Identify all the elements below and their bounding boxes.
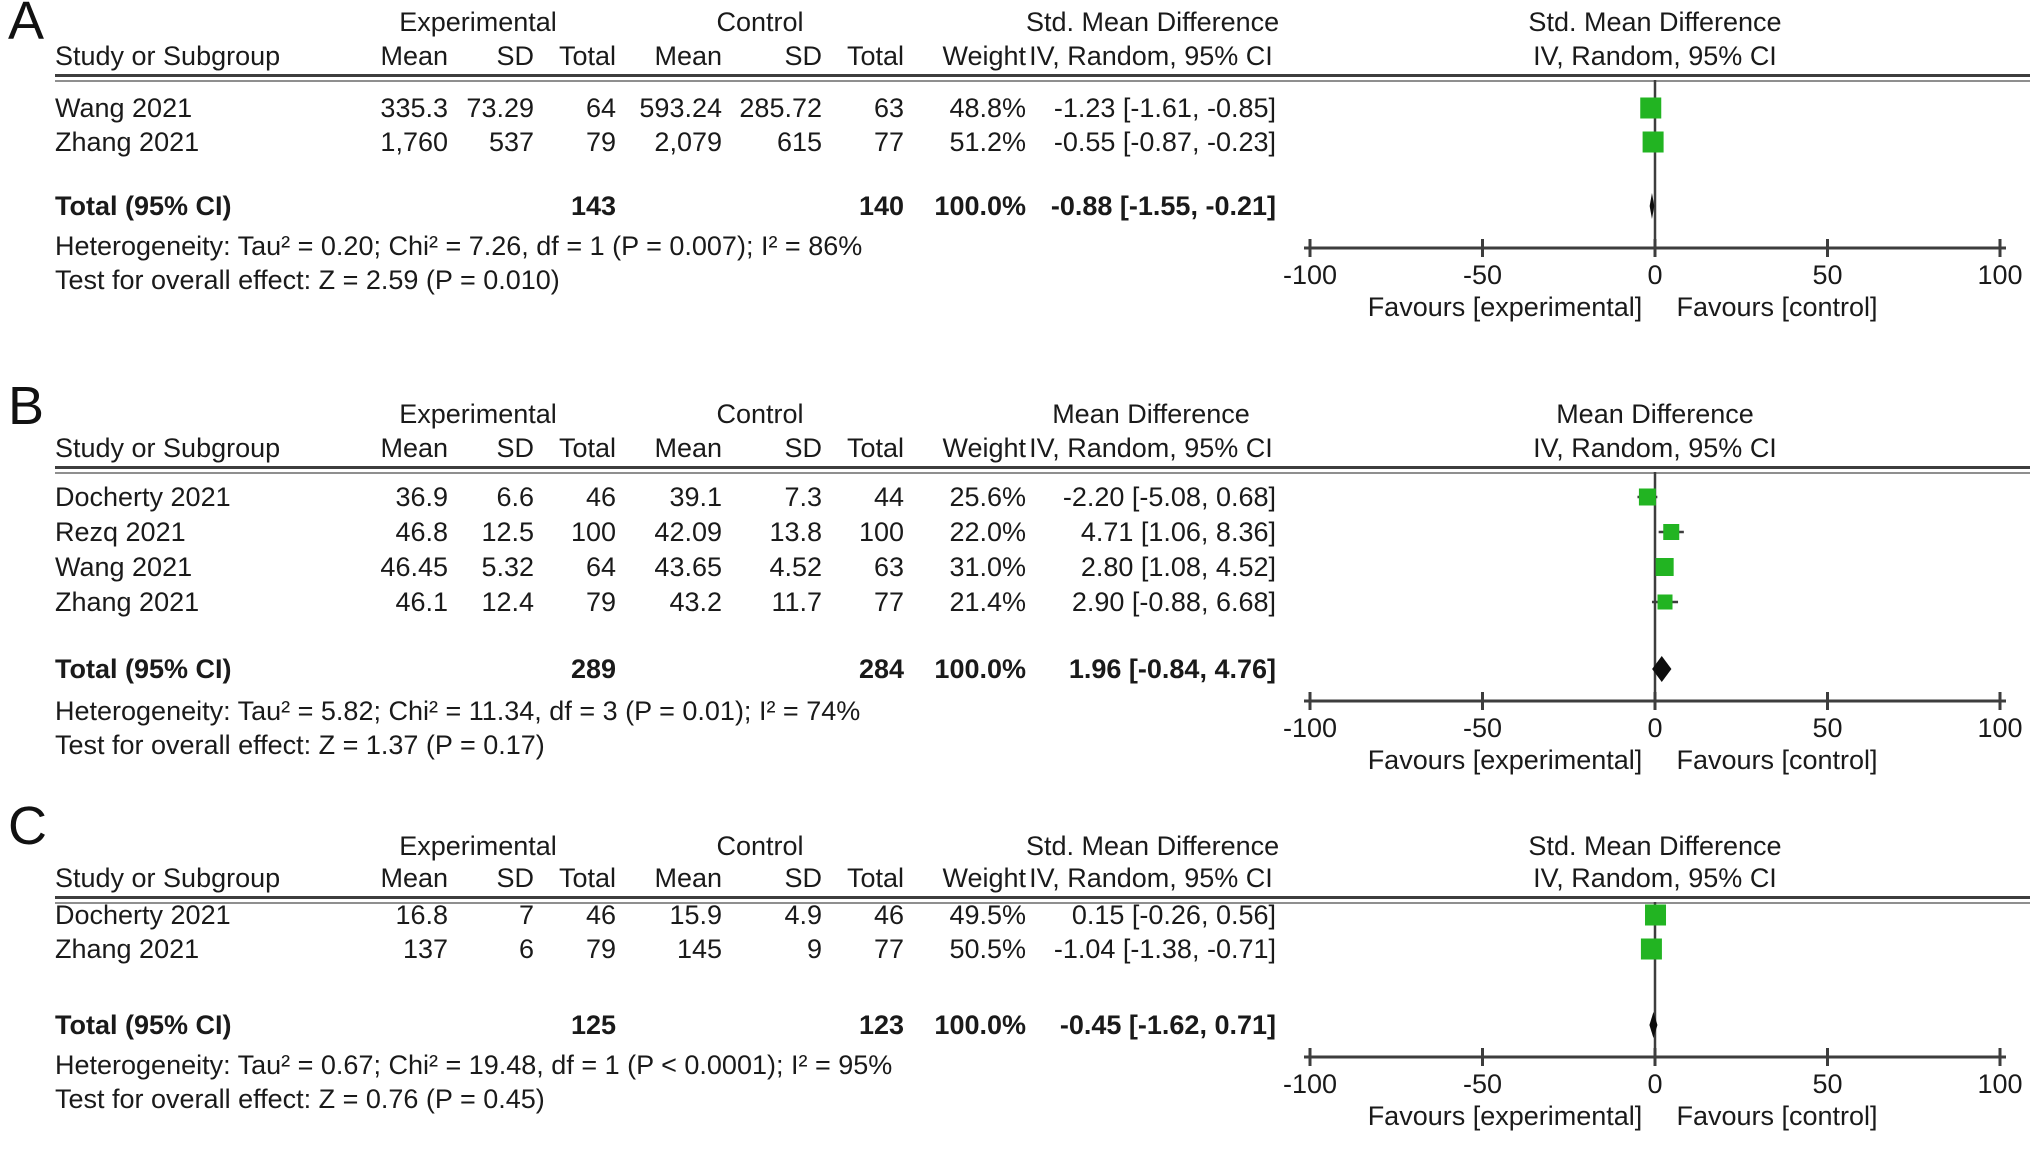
- cell-ctrl_total: 63: [873, 93, 904, 123]
- column-header-row: [55, 40, 1276, 72]
- total-cell-empty: [448, 653, 534, 685]
- cell-ctrl_sd: 11.7: [771, 587, 822, 617]
- favours-left-label: Favours [experimental]: [1367, 1101, 1643, 1131]
- summary-diamond: [1649, 1012, 1657, 1038]
- heterogeneity-text: Heterogeneity: Tau² = 0.67; Chi² = 19.48, df = 1 (P < 0.0001); I² = 95%: [55, 1050, 893, 1080]
- cell-ctrl_mean: 39.1: [669, 482, 722, 512]
- cell-exp_total: 64: [585, 93, 616, 123]
- study-marker-square: [1643, 132, 1664, 153]
- panel-label: A: [8, 0, 45, 51]
- column-header-method: IV, Random, 95% CI: [1029, 863, 1273, 893]
- cell-exp_total: 64: [585, 552, 616, 582]
- column-header-total-3: Total: [558, 863, 616, 893]
- cell-ci_text: 0.15 [-0.26, 0.56]: [1071, 900, 1276, 930]
- total-cell-exp_total: 125: [570, 1010, 616, 1040]
- study-marker-square: [1656, 558, 1674, 576]
- cell-study: Zhang 2021: [55, 127, 200, 157]
- column-header-sd-2: SD: [496, 41, 534, 71]
- cell-weight: 48.8%: [949, 93, 1026, 123]
- total-cell-label: Total (95% CI): [55, 654, 232, 684]
- group-header-experimental: Experimental: [399, 399, 557, 429]
- cell-exp_total: 46: [585, 482, 616, 512]
- group-header-spacer: [904, 6, 1026, 38]
- cell-ctrl_total: 44: [873, 482, 904, 512]
- cell-exp_sd: 6.6: [496, 482, 534, 512]
- study-row: [55, 126, 1276, 158]
- total-cell-empty: [340, 1009, 448, 1041]
- column-header-weight-7: Weight: [942, 433, 1026, 463]
- total-cell-empty: [722, 190, 822, 222]
- group-header-experimental: Experimental: [399, 7, 557, 37]
- total-row: [55, 653, 1276, 685]
- x-axis-tick-label: 0: [1647, 713, 1663, 743]
- cell-exp_sd: 12.5: [481, 517, 534, 547]
- column-header-total-6: Total: [846, 41, 904, 71]
- column-header-mean-1: Mean: [380, 433, 448, 463]
- x-axis-tick-label: 0: [1647, 260, 1663, 290]
- header-rule: [55, 74, 2030, 82]
- total-cell-empty: [448, 190, 534, 222]
- cell-ctrl_total: 46: [873, 900, 904, 930]
- column-header-mean-1: Mean: [380, 41, 448, 71]
- cell-ci_text: -2.20 [-5.08, 0.68]: [1062, 482, 1276, 512]
- cell-exp_sd: 537: [488, 127, 534, 157]
- cell-exp_total: 46: [585, 900, 616, 930]
- cell-exp_sd: 6: [518, 934, 534, 964]
- heterogeneity-text: Heterogeneity: Tau² = 0.20; Chi² = 7.26, df = 1 (P = 0.007); I² = 86%: [55, 231, 863, 261]
- total-cell-empty: [616, 190, 722, 222]
- cell-study: Docherty 2021: [55, 900, 231, 930]
- x-axis-tick-label: 100: [1977, 260, 2023, 290]
- group-header-row: [55, 6, 1280, 38]
- plot-method-header: IV, Random, 95% CI: [1533, 41, 1777, 71]
- x-axis-tick-label: -100: [1282, 713, 1338, 743]
- column-header-mean-4: Mean: [654, 41, 722, 71]
- column-header-sd-5: SD: [784, 863, 822, 893]
- overall-effect-text: Test for overall effect: Z = 2.59 (P = 0.010): [55, 265, 560, 295]
- heterogeneity-text: Heterogeneity: Tau² = 5.82; Chi² = 11.34, df = 3 (P = 0.01); I² = 74%: [55, 696, 861, 726]
- study-marker-square: [1663, 524, 1679, 540]
- favours-left-label: Favours [experimental]: [1367, 745, 1643, 775]
- total-cell-ctrl_total: 284: [858, 654, 904, 684]
- forest-panel-B: [0, 376, 2032, 805]
- column-header-study: Study or Subgroup: [55, 41, 281, 71]
- total-row: [55, 1009, 1276, 1041]
- study-marker-square: [1640, 98, 1661, 119]
- total-cell-empty: [616, 1009, 722, 1041]
- column-header-total-3: Total: [558, 433, 616, 463]
- group-header-spacer: [55, 830, 340, 862]
- x-axis-tick-label: 0: [1647, 1069, 1663, 1099]
- plot-effect-header: Std. Mean Difference: [1528, 7, 1782, 37]
- x-axis-tick-label: -100: [1282, 260, 1338, 290]
- panel-label: C: [8, 796, 47, 856]
- column-header-mean-4: Mean: [654, 863, 722, 893]
- cell-ctrl_sd: 285.72: [739, 93, 822, 123]
- cell-ctrl_sd: 615: [776, 127, 822, 157]
- x-axis-tick-label: -100: [1282, 1069, 1338, 1099]
- group-header-experimental: Experimental: [399, 831, 557, 861]
- forest-panel-A: [0, 0, 2032, 385]
- study-row: [55, 551, 1276, 583]
- study-marker-square: [1641, 939, 1662, 960]
- group-header-spacer: [55, 6, 340, 38]
- x-axis-tick-label: -50: [1462, 1069, 1503, 1099]
- total-cell-weight: 100.0%: [934, 191, 1026, 221]
- group-header-control: Control: [716, 399, 804, 429]
- column-header-total-3: Total: [558, 41, 616, 71]
- group-header-row: [55, 398, 1276, 430]
- total-cell-weight: 100.0%: [934, 654, 1026, 684]
- cell-exp_mean: 16.8: [395, 900, 448, 930]
- overall-effect-text: Test for overall effect: Z = 0.76 (P = 0.45): [55, 1084, 545, 1114]
- total-cell-ci_text: -0.45 [-1.62, 0.71]: [1059, 1010, 1276, 1040]
- column-header-study: Study or Subgroup: [55, 433, 281, 463]
- plot-method-header: IV, Random, 95% CI: [1533, 863, 1777, 893]
- cell-weight: 49.5%: [949, 900, 1026, 930]
- total-cell-empty: [616, 653, 722, 685]
- favours-right-label: Favours [control]: [1676, 745, 1878, 775]
- total-cell-ctrl_total: 123: [858, 1010, 904, 1040]
- cell-ctrl_mean: 145: [676, 934, 722, 964]
- cell-exp_mean: 137: [402, 934, 448, 964]
- cell-exp_sd: 5.32: [481, 552, 534, 582]
- cell-ctrl_mean: 2,079: [654, 127, 722, 157]
- cell-ctrl_total: 77: [873, 587, 904, 617]
- cell-exp_mean: 1,760: [380, 127, 448, 157]
- summary-diamond: [1650, 193, 1655, 219]
- cell-exp_sd: 12.4: [481, 587, 534, 617]
- total-cell-ctrl_total: 140: [858, 191, 904, 221]
- cell-ctrl_total: 77: [873, 934, 904, 964]
- cell-ctrl_total: 77: [873, 127, 904, 157]
- cell-ci_text: -1.04 [-1.38, -0.71]: [1053, 934, 1276, 964]
- cell-exp_sd: 73.29: [466, 93, 534, 123]
- study-row: [55, 899, 1276, 931]
- x-axis-tick-label: 100: [1977, 713, 2023, 743]
- column-header-sd-2: SD: [496, 863, 534, 893]
- study-marker-square: [1639, 489, 1656, 506]
- column-header-study: Study or Subgroup: [55, 863, 281, 893]
- column-header-sd-2: SD: [496, 433, 534, 463]
- column-header-total-6: Total: [846, 863, 904, 893]
- cell-ci_text: 2.80 [1.08, 4.52]: [1080, 552, 1276, 582]
- cell-ctrl_sd: 4.52: [769, 552, 822, 582]
- plot-effect-header: Std. Mean Difference: [1528, 831, 1782, 861]
- overall-effect-text: Test for overall effect: Z = 1.37 (P = 0.17): [55, 730, 545, 760]
- total-row: [55, 190, 1276, 222]
- cell-ci_text: -0.55 [-0.87, -0.23]: [1053, 127, 1276, 157]
- column-header-row: [55, 432, 1276, 464]
- study-row: [55, 933, 1276, 965]
- cell-exp_sd: 7: [518, 900, 534, 930]
- group-header-control: Control: [716, 7, 804, 37]
- x-axis-tick-label: 50: [1812, 1069, 1843, 1099]
- x-axis-tick-label: 100: [1977, 1069, 2023, 1099]
- cell-weight: 51.2%: [949, 127, 1026, 157]
- study-marker-square: [1645, 905, 1666, 926]
- cell-ctrl_mean: 15.9: [669, 900, 722, 930]
- favours-right-label: Favours [control]: [1676, 1101, 1878, 1131]
- x-axis-tick-label: 50: [1812, 713, 1843, 743]
- cell-exp_mean: 36.9: [395, 482, 448, 512]
- total-cell-empty: [448, 1009, 534, 1041]
- cell-ctrl_sd: 9: [806, 934, 822, 964]
- cell-ci_text: 2.90 [-0.88, 6.68]: [1071, 587, 1276, 617]
- total-cell-label: Total (95% CI): [55, 191, 232, 221]
- cell-ctrl_total: 63: [873, 552, 904, 582]
- forest-panel-C: [0, 796, 2032, 1152]
- favours-right-label: Favours [control]: [1676, 292, 1878, 322]
- total-cell-empty: [340, 190, 448, 222]
- group-header-row: [55, 830, 1280, 862]
- cell-exp_mean: 46.45: [380, 552, 448, 582]
- x-axis-tick-label: 50: [1812, 260, 1843, 290]
- total-cell-empty: [340, 653, 448, 685]
- cell-weight: 31.0%: [949, 552, 1026, 582]
- cell-exp_mean: 46.1: [395, 587, 448, 617]
- cell-weight: 25.6%: [949, 482, 1026, 512]
- study-row: [55, 516, 1276, 548]
- cell-ctrl_sd: 13.8: [769, 517, 822, 547]
- effect-measure-header: Std. Mean Difference: [1026, 831, 1280, 861]
- effect-measure-header: Std. Mean Difference: [1026, 7, 1280, 37]
- total-cell-label: Total (95% CI): [55, 1010, 232, 1040]
- cell-study: Docherty 2021: [55, 482, 231, 512]
- cell-ctrl_sd: 7.3: [784, 482, 822, 512]
- column-header-total-6: Total: [846, 433, 904, 463]
- x-axis-tick-label: -50: [1462, 713, 1503, 743]
- header-rule: [55, 466, 2030, 474]
- cell-exp_total: 79: [585, 934, 616, 964]
- cell-ci_text: -1.23 [-1.61, -0.85]: [1053, 93, 1276, 123]
- total-cell-weight: 100.0%: [934, 1010, 1026, 1040]
- cell-study: Zhang 2021: [55, 934, 200, 964]
- column-header-mean-1: Mean: [380, 863, 448, 893]
- column-header-weight-7: Weight: [942, 41, 1026, 71]
- group-header-spacer: [55, 398, 340, 430]
- cell-study: Wang 2021: [55, 93, 193, 123]
- effect-measure-header: Mean Difference: [1052, 399, 1250, 429]
- cell-study: Rezq 2021: [55, 517, 186, 547]
- cell-ctrl_mean: 593.24: [639, 93, 722, 123]
- cell-weight: 21.4%: [949, 587, 1026, 617]
- total-cell-exp_total: 143: [570, 191, 616, 221]
- cell-ctrl_mean: 43.65: [654, 552, 722, 582]
- cell-exp_mean: 46.8: [395, 517, 448, 547]
- cell-ci_text: 4.71 [1.06, 8.36]: [1080, 517, 1276, 547]
- column-header-method: IV, Random, 95% CI: [1029, 41, 1273, 71]
- cell-weight: 50.5%: [949, 934, 1026, 964]
- cell-exp_total: 79: [585, 587, 616, 617]
- favours-left-label: Favours [experimental]: [1367, 292, 1643, 322]
- total-cell-empty: [722, 1009, 822, 1041]
- total-cell-exp_total: 289: [570, 654, 616, 684]
- study-row: [55, 481, 1276, 513]
- total-cell-empty: [722, 653, 822, 685]
- cell-exp_total: 100: [570, 517, 616, 547]
- study-row: [55, 92, 1276, 124]
- group-header-spacer: [904, 398, 1026, 430]
- summary-diamond: [1652, 656, 1671, 682]
- cell-study: Wang 2021: [55, 552, 193, 582]
- study-marker-square: [1658, 595, 1673, 610]
- plot-effect-header: Mean Difference: [1556, 399, 1754, 429]
- group-header-control: Control: [716, 831, 804, 861]
- cell-ctrl_mean: 43.2: [669, 587, 722, 617]
- cell-ctrl_sd: 4.9: [784, 900, 822, 930]
- x-axis-tick-label: -50: [1462, 260, 1503, 290]
- cell-exp_mean: 335.3: [380, 93, 448, 123]
- column-header-weight-7: Weight: [942, 863, 1026, 893]
- cell-ctrl_mean: 42.09: [654, 517, 722, 547]
- column-header-method: IV, Random, 95% CI: [1029, 433, 1273, 463]
- column-header-row: [55, 862, 1276, 894]
- cell-weight: 22.0%: [949, 517, 1026, 547]
- cell-exp_total: 79: [585, 127, 616, 157]
- group-header-spacer: [904, 830, 1026, 862]
- column-header-sd-5: SD: [784, 433, 822, 463]
- column-header-sd-5: SD: [784, 41, 822, 71]
- total-cell-ci_text: 1.96 [-0.84, 4.76]: [1068, 654, 1276, 684]
- panel-label: B: [8, 376, 45, 436]
- total-cell-ci_text: -0.88 [-1.55, -0.21]: [1050, 191, 1276, 221]
- plot-method-header: IV, Random, 95% CI: [1533, 433, 1777, 463]
- cell-study: Zhang 2021: [55, 587, 200, 617]
- column-header-mean-4: Mean: [654, 433, 722, 463]
- cell-ctrl_total: 100: [858, 517, 904, 547]
- study-row: [55, 586, 1276, 618]
